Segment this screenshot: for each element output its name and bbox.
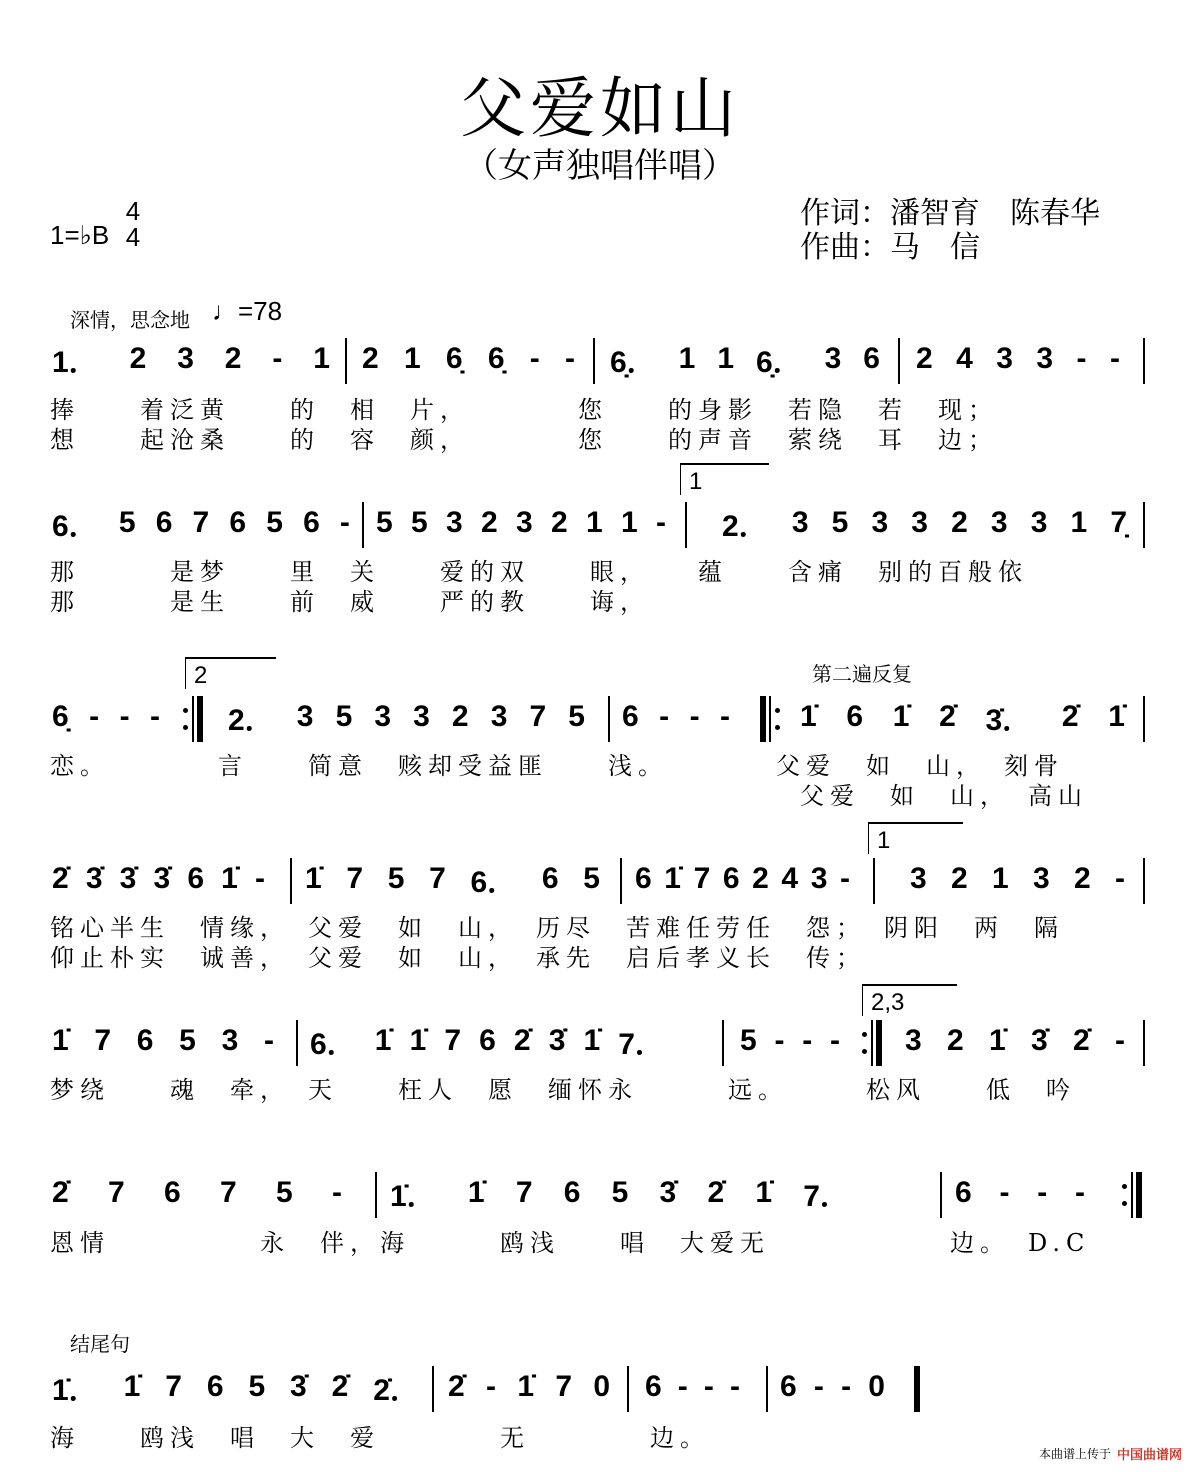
lyric-line: 恩情 永 伴，海 鸥浅 唱 大爱无 边。 D.C — [50, 1229, 1091, 1257]
note: 1 — [621, 506, 638, 539]
lyric-line: 铭心半生 情缘， 父爱 如 山， 历尽 苦难任劳任 怨； 阴阳 两 隔 — [50, 914, 1064, 942]
dash-note: - — [841, 1370, 852, 1403]
note: 5 — [335, 700, 353, 733]
measure — [910, 858, 1125, 902]
site-logo: 中国曲谱网 — [1116, 1447, 1182, 1462]
barline — [769, 696, 771, 742]
time-top: 4 — [125, 196, 141, 226]
dash-note: - — [689, 700, 700, 733]
note: 6 — [780, 1370, 797, 1403]
note: 6． — [470, 866, 518, 899]
note: 7 — [94, 1024, 112, 1057]
note: 7 — [346, 862, 364, 895]
note: 5 — [583, 862, 600, 895]
dash-note: - — [729, 1370, 740, 1403]
barline — [432, 1366, 434, 1412]
repeat-start-dots — [775, 708, 780, 730]
dash-note: - — [659, 700, 670, 733]
note: 7 — [444, 1024, 462, 1057]
note: 6 — [229, 506, 247, 539]
dash-note: - — [1037, 1176, 1048, 1209]
volta-bracket: 2 — [185, 657, 276, 689]
note: 7̣ — [1110, 506, 1127, 539]
barline — [766, 1366, 768, 1412]
note: 5 — [611, 1176, 629, 1209]
measure — [800, 696, 1125, 740]
note: 1̇ — [800, 700, 817, 733]
note: 4 — [956, 342, 973, 375]
note: 6̣． — [610, 346, 657, 379]
system-6 — [0, 1172, 1200, 1216]
note: 5 — [118, 506, 136, 539]
note: 7 — [220, 1176, 237, 1209]
note: 3̇ — [119, 862, 137, 895]
dash-note: - — [720, 700, 730, 733]
measure — [622, 696, 730, 740]
measure — [635, 858, 850, 902]
note: 2̇ — [52, 862, 69, 895]
dash-note: - — [1109, 342, 1120, 375]
system-4 — [0, 858, 1200, 902]
note: 7 — [529, 700, 547, 733]
dash-note: - — [150, 700, 160, 733]
repeat-end-bar — [876, 1020, 882, 1066]
dash-note: - — [89, 700, 100, 733]
song-subtitle: （女声独唱伴唱） — [464, 147, 736, 185]
repeat-end-dots — [183, 708, 188, 730]
note: 1． — [52, 346, 99, 379]
note: 1̇ — [1108, 700, 1125, 733]
note: 0 — [868, 1370, 885, 1403]
note: 6 — [622, 700, 639, 733]
note: 3 — [177, 342, 194, 375]
measure — [610, 338, 880, 382]
barline — [345, 338, 347, 384]
dash-note: - — [263, 1024, 274, 1057]
barline — [1143, 696, 1145, 742]
note: 6 — [479, 1024, 496, 1057]
note: 3 — [810, 862, 828, 895]
note: 2̇． — [373, 1374, 420, 1407]
lyric-line: 捧 着泛黄 的 相 片， 您 的身影 若隐 若 现； — [50, 396, 998, 424]
note: 2 — [916, 342, 933, 375]
note: 5 — [276, 1176, 293, 1209]
note: 1̇ — [305, 862, 322, 895]
note: 3 — [374, 700, 392, 733]
dash-note: - — [486, 1370, 496, 1403]
note: 3 — [871, 506, 889, 539]
measure — [780, 1366, 885, 1410]
volta-bracket: 1 — [680, 463, 769, 495]
measure — [955, 1172, 1085, 1216]
note: 1 — [678, 342, 696, 375]
note: 2̇ — [707, 1176, 725, 1209]
barline — [608, 696, 610, 742]
note: 3̇ — [548, 1024, 566, 1057]
note: 1 — [403, 342, 421, 375]
lyric-line: 那 是生 前 威 严的教 诲， — [50, 588, 650, 616]
time-signature — [122, 198, 144, 250]
dash-note: - — [1076, 342, 1087, 375]
repeat-end-bar — [197, 696, 203, 742]
lyricist: 作词：潘智育 陈春华 — [800, 197, 1100, 230]
measure — [52, 1172, 342, 1216]
note: 1̇． — [52, 1374, 99, 1407]
barline — [873, 858, 875, 904]
lyric-line: 梦绕 魂 牵， 天 枉人 愿 缅怀永 远。 松风 低 吟 — [50, 1076, 1076, 1104]
note: 3 — [1036, 342, 1054, 375]
note: 6̣ — [52, 700, 69, 733]
measure — [52, 1366, 420, 1410]
barline — [620, 858, 622, 904]
note: 1 — [1070, 506, 1088, 539]
barline — [898, 338, 900, 384]
note: 6 — [563, 1176, 581, 1209]
measure — [52, 858, 265, 902]
lyric-line: 仰止朴实 诚善， 父爱 如 山， 承先 启后孝义长 传； — [50, 944, 866, 972]
note: 5 — [568, 700, 585, 733]
note: 7． — [618, 1028, 665, 1061]
note: 1̇ — [517, 1370, 534, 1403]
note: 5 — [179, 1024, 196, 1057]
note: 6 — [136, 1024, 154, 1057]
note: 3̇ — [1031, 1024, 1048, 1057]
dash-note: - — [774, 1024, 785, 1057]
repeat-end-bar — [1136, 1172, 1142, 1218]
note: 7 — [165, 1370, 182, 1403]
note: 2 — [129, 342, 147, 375]
repeat-end-dots — [862, 1032, 867, 1054]
note: 4 — [781, 862, 799, 895]
measure — [305, 858, 600, 902]
dash-note: - — [999, 1176, 1010, 1209]
note: 1̇ — [892, 700, 910, 733]
note: 3 — [296, 700, 314, 733]
dash-note: - — [703, 1370, 714, 1403]
measure — [645, 1366, 740, 1410]
note: 7 — [515, 1176, 533, 1209]
dash-note: - — [254, 862, 265, 895]
barline — [375, 1172, 377, 1218]
dash-note: - — [813, 1370, 824, 1403]
note: 6 — [955, 1176, 972, 1209]
note: 2̇ — [331, 1370, 349, 1403]
dash-note: - — [1115, 862, 1125, 895]
note: 6 — [164, 1176, 181, 1209]
note: 2 — [481, 506, 498, 539]
watermark — [1039, 1444, 1182, 1463]
dash-note: - — [802, 1024, 813, 1057]
note: 2 — [551, 506, 568, 539]
note: 1 — [313, 342, 330, 375]
note: 1̇ — [664, 862, 681, 895]
note: 3 — [1030, 506, 1048, 539]
dash-note: - — [119, 700, 130, 733]
tempo-marking: 深情，思念地 — [70, 310, 190, 332]
repeat-end-dots — [1122, 1184, 1127, 1206]
barline — [627, 1366, 629, 1412]
note: 3 — [996, 342, 1013, 375]
volta-bracket: 2,3 — [862, 984, 957, 1016]
measure — [740, 1020, 840, 1064]
upload-note: 本曲谱上传于 — [1038, 1447, 1111, 1461]
note: 5 — [248, 1370, 266, 1403]
barline — [871, 1020, 873, 1066]
note: 7． — [803, 1180, 850, 1213]
note: 3 — [221, 1024, 239, 1057]
note: 3 — [791, 506, 809, 539]
dash-note: - — [272, 342, 283, 375]
barline — [362, 502, 364, 548]
note: 3 — [516, 506, 533, 539]
note: 7 — [192, 506, 210, 539]
note: 1̇ — [989, 1024, 1006, 1057]
note: 1̇ — [374, 1024, 392, 1057]
barline — [1143, 1020, 1145, 1066]
barline — [1131, 1172, 1133, 1218]
dash-note: - — [677, 1370, 688, 1403]
barline — [940, 1172, 942, 1218]
note: 6 — [303, 506, 320, 539]
note: 5 — [266, 506, 283, 539]
note: 1̇ — [52, 1024, 69, 1057]
note: 1̇ — [409, 1024, 427, 1057]
composer: 作曲：马 信 — [800, 231, 980, 264]
note: 3̇ — [85, 862, 103, 895]
measure — [390, 1172, 850, 1216]
note: 2̇ — [513, 1024, 531, 1057]
repeat-instruction: 第二遍反复 — [812, 664, 912, 686]
note: 2 — [752, 862, 769, 895]
note: 2 — [224, 342, 242, 375]
note: 3 — [824, 342, 842, 375]
system-7 — [0, 1366, 1200, 1410]
note: 5 — [831, 506, 849, 539]
system-3 — [0, 696, 1200, 740]
note: 3̇． — [985, 704, 1033, 737]
system-2 — [0, 502, 1200, 546]
note: 3 — [490, 700, 508, 733]
ending-label: 结尾句 — [70, 1334, 130, 1356]
measure — [228, 696, 585, 740]
measure — [722, 502, 1127, 546]
barline — [1143, 338, 1145, 384]
note: 5 — [411, 506, 428, 539]
time-bottom: 4 — [125, 222, 141, 252]
note: 2 — [951, 506, 968, 539]
barline — [192, 696, 194, 742]
note: 7 — [429, 862, 446, 895]
lyric-line: 想 起沧桑 的 容 颜， 您 的声音 萦绕 耳 边； — [50, 426, 998, 454]
note: 1̇ — [123, 1370, 141, 1403]
note: 6 — [541, 862, 559, 895]
measure — [52, 502, 350, 546]
note: 5 — [376, 506, 393, 539]
note: 3 — [905, 1024, 922, 1057]
barline — [722, 1020, 724, 1066]
note: 1̇ — [467, 1176, 485, 1209]
note: 3 — [910, 862, 927, 895]
dash-note: - — [529, 342, 540, 375]
note: 7 — [555, 1370, 572, 1403]
dash-note: - — [656, 506, 666, 539]
note: 7 — [108, 1176, 125, 1209]
measure — [376, 502, 666, 546]
note: 3 — [990, 506, 1008, 539]
measure — [362, 338, 575, 382]
note: 6． — [52, 510, 99, 543]
note: 1̇ — [221, 862, 238, 895]
note: 2 — [947, 1024, 964, 1057]
note: 3̇ — [290, 1370, 307, 1403]
note: 3 — [1033, 862, 1050, 895]
dash-note: - — [1074, 1176, 1085, 1209]
measure — [52, 338, 330, 382]
barline — [593, 338, 595, 384]
measure — [52, 1020, 274, 1064]
dash-note: - — [565, 342, 575, 375]
note: 6 — [206, 1370, 224, 1403]
note: 3 — [446, 506, 463, 539]
note: 2̇ — [1061, 700, 1079, 733]
barline — [290, 858, 292, 904]
note: 2． — [228, 704, 275, 737]
note: 6 — [187, 862, 204, 895]
note: 0 — [593, 1370, 610, 1403]
measure — [310, 1020, 665, 1064]
system-1 — [0, 338, 1200, 382]
song-title: 父爱如山 — [460, 70, 740, 147]
note: 6． — [310, 1028, 357, 1061]
note: 6 — [645, 1370, 662, 1403]
note: 6 — [155, 506, 173, 539]
final-barline — [914, 1366, 920, 1412]
barline — [1143, 858, 1145, 904]
note: 6 — [722, 862, 740, 895]
note: 2 — [1074, 862, 1091, 895]
measure — [52, 696, 160, 740]
note: 6̣ — [445, 342, 463, 375]
note: 6 — [635, 862, 652, 895]
lyric-line: 那 是梦 里 关 爱的双 眼， 蕴 含痛 别的百般依 — [50, 558, 1028, 586]
measure — [916, 338, 1120, 382]
tempo-bpm: ♩=78 — [212, 296, 283, 326]
measure — [905, 1020, 1125, 1064]
note: 5 — [740, 1024, 757, 1057]
dash-note: - — [839, 862, 850, 895]
note: 2． — [722, 510, 769, 543]
note: 2 — [362, 342, 379, 375]
barline — [685, 502, 687, 548]
note: 5 — [387, 862, 405, 895]
note: 2̇ — [939, 700, 956, 733]
dash-note: - — [829, 1024, 840, 1057]
note: 7 — [693, 862, 711, 895]
barline — [1143, 502, 1145, 548]
measure — [448, 1366, 610, 1410]
repeat-start-bar — [760, 696, 766, 742]
note: 1 — [717, 342, 734, 375]
note: 1 — [992, 862, 1009, 895]
note: 6 — [846, 700, 864, 733]
note: 2̇ — [448, 1370, 465, 1403]
lyric-line: 海 鸥浅 唱 大 爱 无 边。 — [50, 1424, 710, 1452]
lyric-line: 恋。 言 简意 赅却受益匪 浅。 父爱 如 山， 刻骨 — [50, 752, 1064, 780]
note: 6 — [863, 342, 880, 375]
note: 2̇ — [52, 1176, 69, 1209]
note: 1̇ — [583, 1024, 601, 1057]
system-5 — [0, 1020, 1200, 1064]
note: 2̇ — [1073, 1024, 1090, 1057]
note: 3 — [911, 506, 928, 539]
note: 2 — [951, 862, 968, 895]
note: 1 — [586, 506, 603, 539]
note: 1̇ — [755, 1176, 773, 1209]
lyric-line: 父爱 如 山， 高山 — [50, 782, 1088, 810]
note: 1̇． — [390, 1180, 437, 1213]
note: 6̣． — [755, 346, 803, 379]
note: 3̇ — [153, 862, 171, 895]
note: 2 — [451, 700, 469, 733]
barline — [296, 1020, 298, 1066]
note: 3̇ — [659, 1176, 677, 1209]
dash-note: - — [332, 1176, 342, 1209]
key-signature: 1=♭B — [50, 220, 110, 250]
dash-note: - — [339, 506, 350, 539]
volta-bracket: 1 — [868, 822, 963, 854]
note: 6̣ — [487, 342, 505, 375]
note: 3 — [413, 700, 430, 733]
dash-note: - — [1115, 1024, 1125, 1057]
